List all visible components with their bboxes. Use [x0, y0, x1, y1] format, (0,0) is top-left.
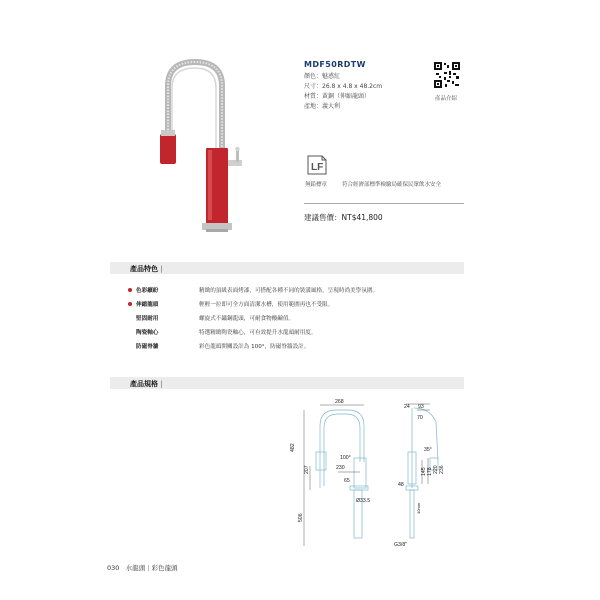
features-section-title: 產品特色 | — [130, 265, 163, 273]
dim-label: 220 — [433, 465, 439, 474]
feature-desc: 特選精緻陶瓷軸心，可有效提升水龍頭耐用度。 — [199, 330, 317, 336]
page-footer: 030 水龍頭 | 彩色龍頭 — [107, 564, 178, 572]
dim-label: 236 — [439, 465, 445, 474]
dim-label: 506 — [298, 513, 304, 522]
spec-size: 尺寸：26.8 x 4.8 x 48.2cm — [304, 83, 383, 90]
dim-label: 40mm — [416, 502, 421, 514]
feature-desc: 精緻的頂級表面烤漆，可搭配各種不同的裝潢風格，呈現時尚美學氛圍。 — [199, 288, 379, 294]
dim-label: 207 — [304, 465, 310, 474]
dim-label: 268 — [335, 399, 344, 405]
dim-label: 35° — [424, 447, 432, 453]
dim-label: G3/8" — [394, 542, 408, 548]
feature-item — [128, 342, 458, 352]
certification-caption: 無鉛標章 — [305, 182, 328, 188]
product-spec-list — [304, 72, 382, 112]
feature-item — [128, 286, 458, 296]
dim-label: 48 — [398, 482, 404, 488]
product-price: 建議售價：NT$41,800 — [304, 213, 383, 222]
footer-category: 水龍頭 — [125, 564, 146, 572]
lead-free-logo-text: LF — [311, 162, 324, 173]
feature-item — [128, 328, 458, 338]
dim-label: 178 — [427, 467, 433, 476]
feature-name: 防磁脊牆 — [136, 344, 159, 350]
feature-desc: 彩色龍頭開關設計為 100°，防磁脊牆設計。 — [199, 344, 310, 350]
feature-bullet — [128, 288, 132, 292]
dim-label: 70 — [417, 415, 423, 421]
dim-label: 100° — [340, 455, 351, 461]
feature-name: 堅固耐用 — [136, 316, 159, 322]
dim-label: Ø33.5 — [356, 498, 371, 504]
feature-item — [128, 314, 458, 324]
features-section-header — [110, 262, 464, 274]
spec-material: 材質：黃銅（伸縮龍頭） — [304, 93, 371, 100]
page-number: 030 — [107, 564, 120, 572]
dimension-drawing — [290, 396, 460, 552]
dim-label: 24 — [404, 404, 410, 410]
faucet-product-image — [150, 56, 250, 236]
qr-code-icon[interactable] — [434, 62, 460, 88]
lead-free-logo-icon — [306, 154, 328, 176]
qr-caption: 產品介紹 — [435, 96, 458, 102]
specs-section-title: 產品規格 | — [130, 380, 163, 388]
feature-bullet — [128, 302, 132, 306]
dim-label: 482 — [290, 443, 296, 452]
dim-label: 65 — [344, 478, 350, 484]
specs-section-header — [110, 377, 464, 389]
feature-desc: 輕輕一拉即可全方面清潔水槽，使用範圍再也不受限。 — [199, 302, 334, 308]
dim-label: 93 — [418, 404, 424, 410]
divider — [304, 203, 464, 204]
dim-label: 145 — [421, 467, 427, 476]
feature-name: 色彩繽紛 — [136, 288, 159, 294]
dim-label: 230 — [336, 465, 345, 471]
feature-desc: 螺旋式不鏽鋼龍頭，可耐食物酸鹼值。 — [199, 316, 295, 322]
feature-name: 陶瓷軸心 — [136, 330, 159, 336]
feature-name: 伸縮龍頭 — [136, 302, 159, 308]
product-model: MDF50RDTW — [304, 60, 366, 69]
spec-color: 顏色：魅惑紅 — [304, 73, 341, 80]
feature-item — [128, 300, 458, 310]
footer-subcategory: 彩色龍頭 — [151, 564, 178, 572]
certification-description: 符合經濟部標準檢驗局確保民眾飲水安全 — [342, 182, 442, 188]
spec-origin: 產地：義大利 — [304, 103, 341, 110]
